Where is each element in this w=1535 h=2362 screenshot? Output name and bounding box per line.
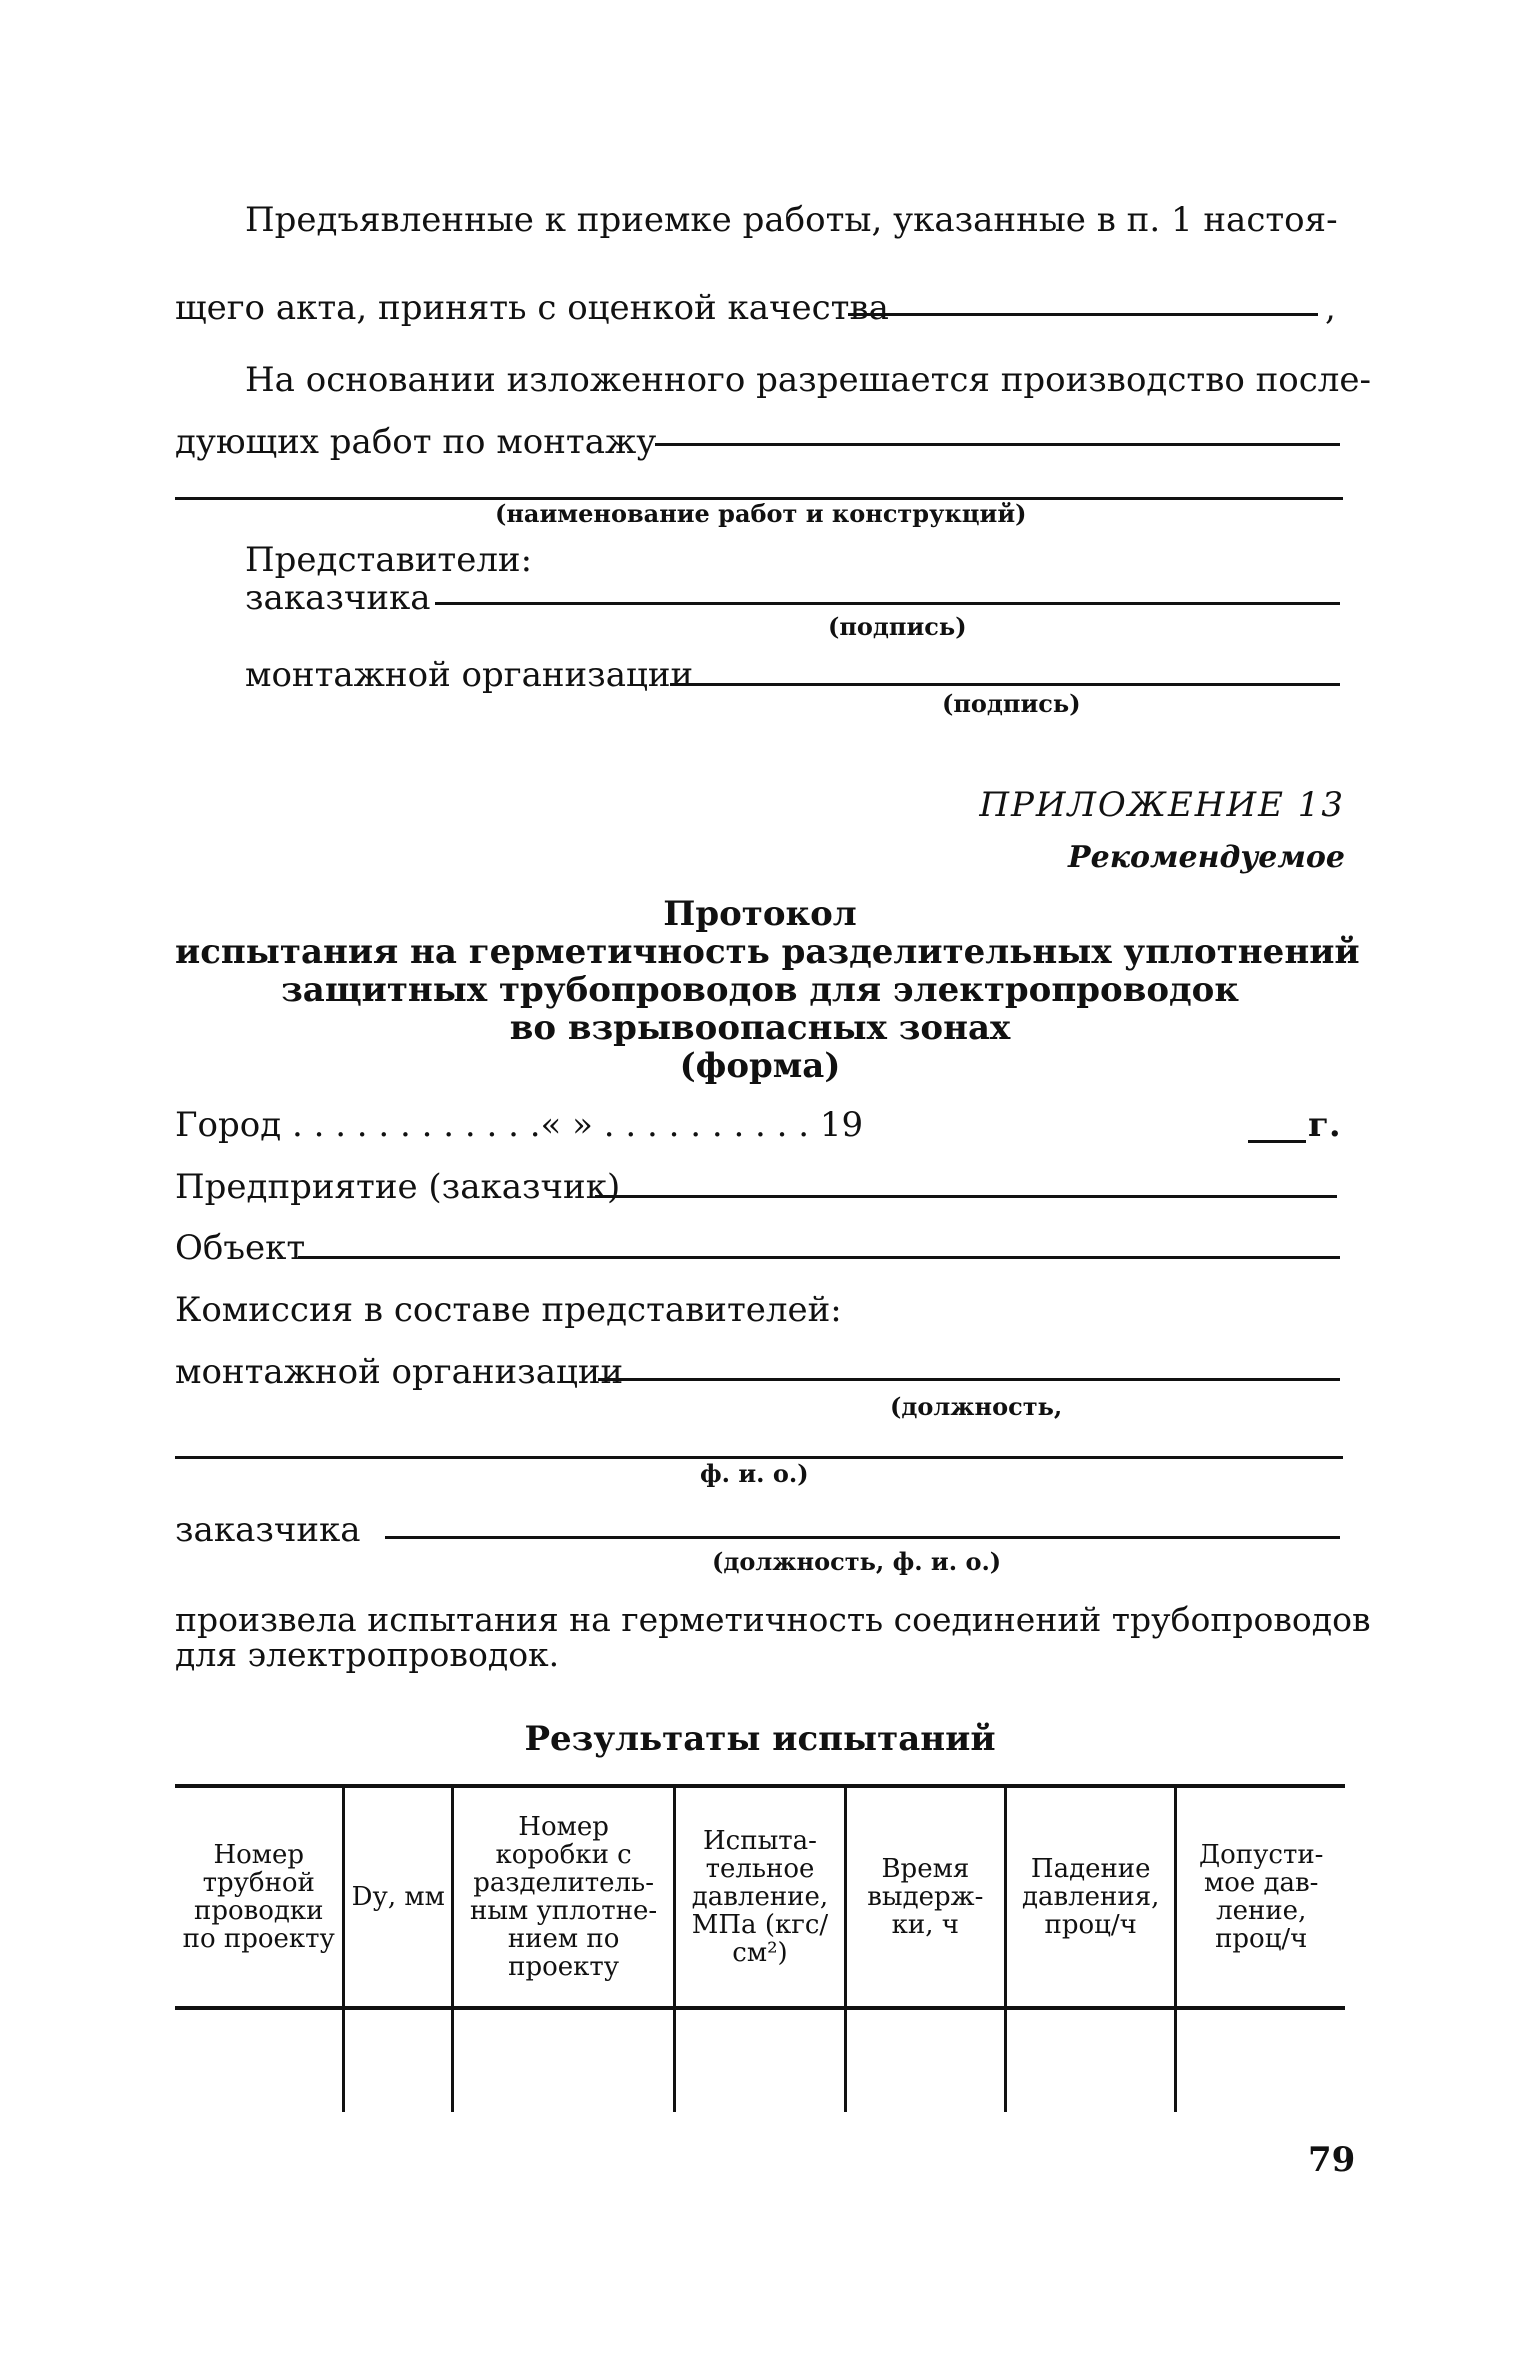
cell-empty — [175, 2008, 344, 2112]
protocol-line5: (форма) — [679, 1046, 841, 1086]
cell-empty — [453, 2008, 675, 2112]
rep-customer-caption: (подпись) — [828, 612, 967, 641]
city-line: Город . . . . . . . . . . . .« » . . . . . . . . . . 19 — [175, 1105, 864, 1145]
works-rule-1 — [655, 443, 1340, 446]
para1-line2: щего акта, принять с оценкой качества — [175, 288, 889, 328]
rep-installer-label: монтажной организации — [245, 655, 694, 695]
cell-empty — [344, 2008, 453, 2112]
results-empty-row — [175, 2008, 1345, 2112]
form-customer-label: заказчика — [175, 1510, 361, 1550]
col-header-allowed-drop: Допусти- мое дав- ление, проц/ч — [1176, 1786, 1345, 2008]
appendix-title: ПРИЛОЖЕНИЕ 13 — [979, 785, 1345, 825]
col-header-box-number: Номер коробки с разделитель- ным уплотне- нием по проекту — [453, 1786, 675, 2008]
year-rule — [1248, 1140, 1306, 1143]
commission-label: Комиссия в составе представителей: — [175, 1290, 842, 1330]
works-caption: (наименование работ и конструкций) — [495, 499, 1027, 528]
para1-line2-end: , — [1325, 288, 1336, 328]
protocol-line1: Протокол — [663, 894, 857, 934]
form-customer-rule — [385, 1536, 1340, 1539]
col-header-pipe-number: Номер трубной проводки по проекту — [182, 1840, 335, 1954]
page-number: 79 — [1308, 2140, 1356, 2180]
conclusion-line2: для электропроводок. — [175, 1635, 560, 1674]
col-header-dy: Dу, мм — [344, 1786, 453, 2008]
col-header-pressure-drop: Падение давления, проц/ч — [1005, 1786, 1176, 2008]
cell-empty — [1176, 2008, 1345, 2112]
conclusion-line1: произвела испытания на герметичность соединений трубопроводов — [175, 1600, 1371, 1639]
quality-rule — [848, 313, 1318, 316]
form-installer-label: монтажной организации — [175, 1352, 624, 1392]
object-rule — [298, 1256, 1340, 1259]
cell-empty — [675, 2008, 846, 2112]
protocol-line2: испытания на герметичность разделительных уплотнений — [175, 932, 1360, 972]
city-year-suffix: г. — [1308, 1105, 1341, 1145]
para2-line2: дующих работ по монтажу — [175, 422, 657, 462]
form-installer-caption2: ф. и. о.) — [700, 1459, 809, 1488]
rep-customer-rule — [435, 602, 1340, 605]
object-label: Объект — [175, 1228, 306, 1268]
appendix-subtitle: Рекомендуемое — [1068, 840, 1345, 875]
representatives-heading: Представители: — [245, 540, 533, 580]
results-header-row — [175, 1786, 1345, 2008]
para1-line1: Предъявленные к приемке работы, указанные в п. 1 настоя- — [245, 200, 1338, 240]
enterprise-rule — [595, 1195, 1337, 1198]
results-title: Результаты испытаний — [524, 1719, 996, 1759]
rep-installer-caption: (подпись) — [942, 689, 1081, 718]
cell-empty — [845, 2008, 1005, 2112]
col-header-test-pressure: Испыта- тельное давление, МПа (кгс/см²) — [675, 1786, 846, 2008]
form-installer-caption1: (должность, — [890, 1392, 1063, 1421]
cell-empty — [1005, 2008, 1176, 2112]
para2-line1: На основании изложенного разрешается производство после- — [245, 360, 1372, 400]
results-table — [175, 1784, 1345, 2112]
protocol-line3: защитных трубопроводов для электропроводок — [281, 970, 1239, 1010]
enterprise-label: Предприятие (заказчик) — [175, 1167, 621, 1207]
protocol-title — [175, 894, 1360, 1086]
col-header-hold-time: Время выдерж- ки, ч — [845, 1786, 1005, 2008]
form-installer-rule — [598, 1378, 1340, 1381]
protocol-line4: во взрывоопасных зонах — [509, 1008, 1011, 1048]
form-customer-caption: (должность, ф. и. о.) — [712, 1547, 1002, 1576]
rep-installer-rule — [670, 683, 1340, 686]
rep-customer-label: заказчика — [245, 578, 431, 618]
